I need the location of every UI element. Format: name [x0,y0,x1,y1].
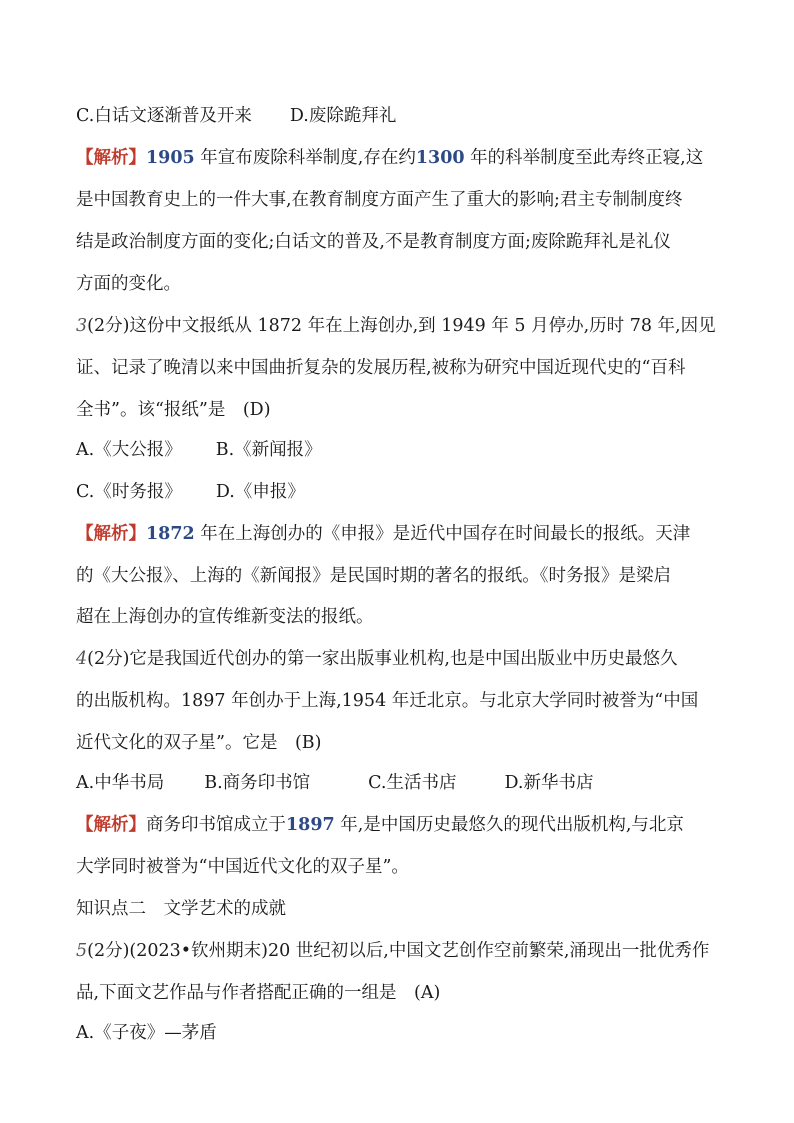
q4-analysis-text-1a: 商务印书馆成立于 [146,815,286,835]
q3-option-c: C.《时务报》 [76,482,182,502]
q4-stem-line-3: 近代文化的双子星”。它是 (B) [76,733,322,753]
q4-option-b: B.商务印书馆 [204,773,311,793]
q5-stem-text-1: (2分)(2023•钦州期末)20 世纪初以后,中国文艺创作空前繁荣,涌现出一批优秀作 [87,941,710,961]
q3-option-d: D.《申报》 [215,482,305,502]
q2-analysis-text-1b: 年的科举制度至此寿终正寝,这 [470,148,704,168]
q2-analysis-line-2: 是中国教育史上的一件大事,在教育制度方面产生了重大的影响;君主专制制度终 [76,190,683,210]
q3-analysis-year: 1872 [146,524,195,544]
q4-analysis-tag: 【解析】 [76,815,146,835]
q4-stem-line-1 [76,647,754,671]
q5-number: 5 [76,941,88,961]
q3-options-ab [76,438,754,462]
q3-option-b: B.《新闻报》 [215,440,322,460]
q2-analysis-years-count: 1300 [415,148,465,168]
q2-analysis-tag: 【解析】 [76,148,146,168]
q2-analysis-line-3: 结是政治制度方面的变化;白话文的普及,不是教育制度方面;废除跪拜礼是礼仪 [76,232,671,252]
q4-option-d: D.新华书店 [504,773,594,793]
q3-option-a: A.《大公报》 [76,440,182,460]
q2-option-c: C.白话文逐渐普及开来 [76,106,252,126]
q3-number: 3 [76,316,88,336]
q5-stem-line-2: 品,下面文艺作品与作者搭配正确的一组是 (A) [76,983,441,1003]
q4-analysis-line-1 [76,813,754,837]
q4-options [76,771,754,795]
q4-analysis-text-1b: 年,是中国历史最悠久的现代出版机构,与北京 [340,815,684,835]
q4-analysis-year: 1897 [286,815,335,835]
q2-analysis-text-1a: 年宣布废除科举制度,存在约 [200,148,416,168]
q3-analysis-line-3: 超在上海创办的宣传维新变法的报纸。 [76,607,374,627]
section-2-title: 知识点二 文学艺术的成就 [76,899,286,919]
q2-analysis-line-1 [76,146,754,170]
q2-analysis-year: 1905 [146,148,195,168]
q4-analysis-line-2: 大学同时被誉为“中国近代文化的双子星”。 [76,857,409,877]
q2-analysis-line-4: 方面的变化。 [76,274,181,294]
q3-analysis-line-1 [76,522,754,546]
q3-stem-line-2: 证、记录了晚清以来中国曲折复杂的发展历程,被称为研究中国近现代史的“百科 [76,358,686,378]
q5-stem-line-1 [76,939,754,963]
q3-stem-text-1: (2分)这份中文报纸从 1872 年在上海创办,到 1949 年 5 月停办,历时 78 年,因见 [87,316,716,336]
q2-option-d: D.废除跪拜礼 [289,106,397,126]
q4-option-a: A.中华书局 [76,773,165,793]
q2-options-cd [76,104,754,128]
q3-stem-line-1 [76,314,754,338]
q4-number: 4 [76,649,88,669]
q3-stem-line-3: 全书”。该“报纸”是 (D) [76,400,271,420]
q3-analysis-tag: 【解析】 [76,524,146,544]
q5-option-a: A.《子夜》—茅盾 [76,1023,217,1043]
q4-option-c: C.生活书店 [368,773,457,793]
q4-stem-line-2: 的出版机构。1897 年创办于上海,1954 年迁北京。与北京大学同时被誉为“中国 [76,691,699,711]
q3-analysis-line-2: 的《大公报》、上海的《新闻报》是民国时期的著名的报纸。《时务报》是梁启 [76,566,671,586]
q3-analysis-text-1: 年在上海创办的《申报》是近代中国存在时间最长的报纸。天津 [200,524,691,544]
q3-options-cd [76,480,754,504]
q4-stem-text-1: (2分)它是我国近代创办的第一家出版事业机构,也是中国出版业中历史最悠久 [87,649,678,669]
